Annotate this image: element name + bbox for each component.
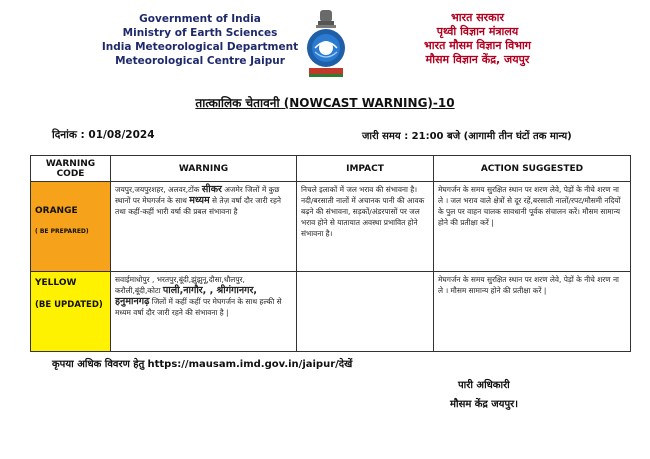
impact-cell [297,272,434,352]
page-title [0,94,650,111]
imd-emblem-icon [303,8,349,78]
header-english-line: India Meteorological Department [101,41,299,53]
more-info-line [52,356,352,370]
warning-bold: मध्यम [189,195,210,206]
warning-text: जयपुर,जयपुरशहर, अलवर,टोंक [115,185,202,194]
action-cell: मेघगर्जन के समय सुरक्षित स्थान पर शरण लेवे, पेड़ों के नीचे शरण ना ले । मौसम सामान्य होने की प्रतीक्षा करें | [434,272,631,352]
header-english [95,12,305,68]
header-english-line: Meteorological Centre Jaipur [115,55,285,67]
more-info-suffix: देखें [338,359,353,370]
signature-title: पारी अधिकारी [458,380,510,391]
header-warning: WARNING [111,156,297,182]
warning-bold: सीकर [201,184,222,195]
table-row-orange [31,182,631,272]
code-cell-yellow [31,272,111,352]
code-cell-orange [31,182,111,272]
warning-text: जिलों में कहीं कहीं पर मेघगर्जन के साथ हल्की से मध्यम वर्षा दौर जारी रहने की संभावना है | [115,297,282,317]
table-header-row [31,156,631,182]
header-impact: IMPACT [297,156,434,182]
warning-text: अजमेर जिलों में कुछ स्थानों पर मेघगर्जन के साथ [115,185,280,205]
warning-text: सवाईमाधोपुर , भरतपुर,बूंदी,झुंझुनू,दौसा,धौलपुर, करौली,बूंदी,कोटा [115,275,245,295]
warning-text: से तेज़ वर्षा दौर जारी रहने तथा कहीं-कहीं भारी वर्षा की प्रबल संभावना है [115,196,281,216]
code-label: YELLOW [35,278,77,288]
page-title-text: तात्कालिक चेतावनी (NOWCAST WARNING)-10 [195,96,455,110]
warning-bold: पाली,नागौर, , श्रीगंगानगर, हनुमानगढ़ [115,285,257,307]
header-hindi-line: पृथ्वी विज्ञान मंत्रालय [436,25,519,38]
warning-cell [111,182,297,272]
issue-date: दिनांक : 01/08/2024 [52,129,155,141]
table-row-yellow [31,272,631,352]
header-warning-code: WARNING CODE [31,156,111,182]
action-cell: मेघगर्जन के समय सुरक्षित स्थान पर शरण लेवे, पेड़ों के नीचे शरण ना ले । जल भराव वाले क्षेत्रों से दूर रहें,बरसाती नालों/रपट/मौसमी नदियों के पुल पर वाहन चालक सावधानी पूर्वक संचालन करें। मौसम सामान्य होने की प्रतीक्षा करें | [434,182,631,272]
code-sublabel: (BE UPDATED) [35,300,103,310]
more-info-text: कृपया अधिक विवरण हेतु [52,359,145,370]
header-hindi-line: मौसम विज्ञान केंद्र, जयपुर [425,53,530,66]
impact-cell: निचले इलाकों में जल भराव की संभावना है।नदी/बरसाती नालों में अचानक पानी की आवक बढ़ने की संभावना, सड़कों/अंडरपासों पर जल भराव होने से यातायात अवस्था प्रभावित होने संभावना है। [297,182,434,272]
warning-cell [111,272,297,352]
header-hindi [390,11,565,67]
more-info-link[interactable]: https://mausam.imd.gov.in/jaipur/ [147,359,339,370]
code-sublabel: ( BE PREPARED) [35,228,89,235]
header-hindi-line: भारत मौसम विज्ञान विभाग [424,39,531,52]
header-english-line: Government of India [139,13,261,25]
header-english-line: Ministry of Earth Sciences [122,27,278,39]
issue-time: जारी समय : 21:00 बजे (आगामी तीन घंटों तक मान्य) [362,131,572,142]
header-hindi-line: भारत सरकार [451,11,504,24]
header-action: ACTION SUGGESTED [434,156,631,182]
warning-table [30,155,631,352]
code-label: ORANGE [35,206,78,216]
signature-office: मौसम केंद्र जयपुर। [450,399,519,410]
